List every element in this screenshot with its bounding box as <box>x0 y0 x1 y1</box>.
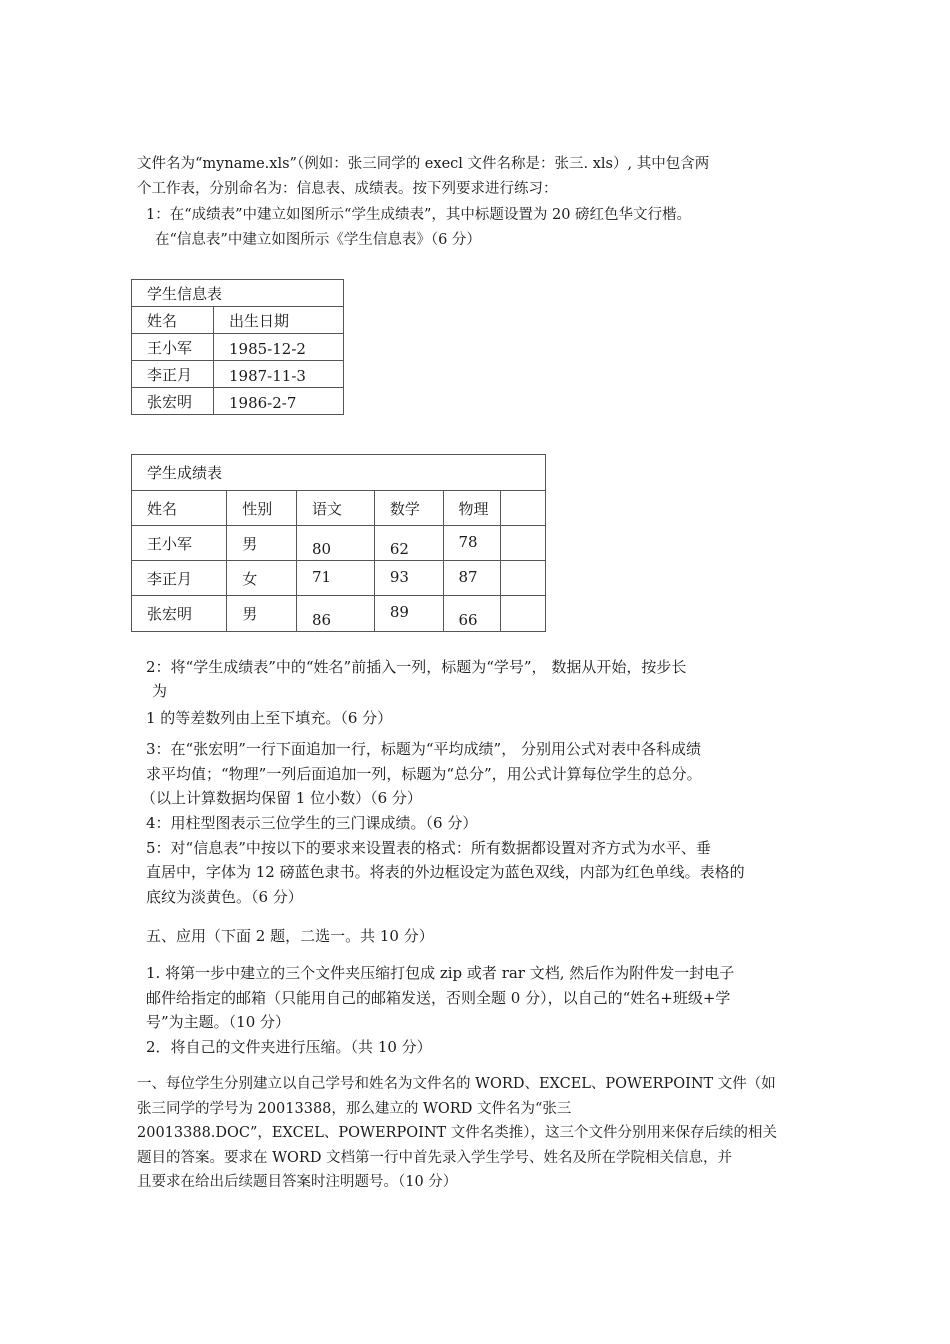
section-5-q2-line: 2．将自己的文件夹进行压缩。（共 10 分） <box>146 1038 432 1056</box>
score-header: 语文 <box>296 491 374 526</box>
score-cell: 张宏明 <box>132 596 227 632</box>
info-header-name: 姓名 <box>132 307 214 334</box>
score-header: 性别 <box>227 491 297 526</box>
score-cell: 李正月 <box>132 561 227 596</box>
score-cell: 王小军 <box>132 526 227 561</box>
task-5-line-3: 底纹为淡黄色。（6 分） <box>146 888 303 906</box>
score-cell: 87 <box>443 561 500 596</box>
score-header: 数学 <box>374 491 443 526</box>
task-3-line-2: 求平均值；“物理”一列后面追加一列，标题为“总分”，用公式计算每位学生的总分。 <box>146 765 702 783</box>
section-5-q1-line-1: 1. 将第一步中建立的三个文件夹压缩打包成 zip 或者 rar 文档, 然后作为附件发一封电子 <box>146 964 735 982</box>
score-cell <box>500 561 545 596</box>
score-cell <box>500 526 545 561</box>
score-cell: 86 <box>296 596 374 632</box>
info-cell: 1987-11-3 <box>214 361 344 388</box>
section-1-line-3: 20013388.DOC”，EXCEL、POWERPOINT 文件名类推），这三个文件分别用来保存后续的相关 <box>137 1125 778 1141</box>
score-cell: 78 <box>443 526 500 561</box>
task-2-line-2: 为 <box>152 682 168 700</box>
score-header <box>500 491 545 526</box>
score-cell: 80 <box>296 526 374 561</box>
info-cell: 王小军 <box>132 334 214 361</box>
task-2-line-1: 2：将“学生成绩表”中的“姓名”前插入一列，标题为“学号”， 数据从开始，按步长 <box>146 658 687 676</box>
task-5-line-2: 直居中，字体为 12 磅蓝色隶书。将表的外边框设定为蓝色双线，内部为红色单线。表格的 <box>146 863 745 881</box>
score-cell: 89 <box>374 596 443 632</box>
info-cell: 1985-12-2 <box>214 334 344 361</box>
section-1-line-2: 张三同学的学号为 20013388，那么建立的 WORD 文件名为“张三 <box>137 1101 572 1117</box>
score-cell: 男 <box>227 526 297 561</box>
score-cell: 62 <box>374 526 443 561</box>
score-cell: 93 <box>374 561 443 596</box>
task-3-line-3: （以上计算数据均保留 1 位小数）（6 分） <box>141 789 422 807</box>
score-cell: 男 <box>227 596 297 632</box>
score-header: 姓名 <box>132 491 227 526</box>
intro-line-1: 文件名为“myname.xls”（例如：张三同学的 execl 文件名称是：张三. xls）, 其中包含两 <box>137 156 710 172</box>
info-header-birth: 出生日期 <box>214 307 344 334</box>
info-cell: 李正月 <box>132 361 214 388</box>
score-cell: 71 <box>296 561 374 596</box>
section-1-line-1: 一、每位学生分别建立以自己学号和姓名为文件名的 WORD、EXCEL、POWERPOINT 文件（如 <box>137 1076 776 1092</box>
section-5-heading: 五、应用（下面 2 题，二选一。共 10 分） <box>146 927 434 945</box>
task-3-line-1: 3：在“张宏明”一行下面追加一行，标题为“平均成绩”， 分别用公式对表中各科成绩 <box>146 740 701 758</box>
intro-line-2: 个工作表，分别命名为：信息表、成绩表。按下列要求进行练习： <box>137 181 558 197</box>
task-1-line-2: 在“信息表”中建立如图所示《学生信息表》（6 分） <box>155 232 481 248</box>
score-header: 物理 <box>443 491 500 526</box>
section-5-q1-line-2: 邮件给指定的邮箱（只能用自己的邮箱发送，否则全题 0 分），以自己的“姓名+班级+学 <box>146 989 731 1007</box>
section-1-line-4: 题目的答案。要求在 WORD 文档第一行中首先录入学生学号、姓名及所在学院相关信息，并 <box>137 1150 733 1166</box>
info-table-title: 学生信息表 <box>132 280 344 307</box>
student-score-table <box>131 454 546 632</box>
score-cell: 66 <box>443 596 500 632</box>
section-1-line-5: 且要求在给出后续题目答案时注明题号。（10 分） <box>137 1174 458 1190</box>
info-cell: 张宏明 <box>132 388 214 415</box>
info-cell: 1986-2-7 <box>214 388 344 415</box>
task-2-line-3: 1 的等差数列由上至下填充。（6 分） <box>146 709 393 727</box>
task-1-line-1: 1：在“成绩表”中建立如图所示“学生成绩表”，其中标题设置为 20 磅红色华文行楷。 <box>146 207 692 223</box>
score-table-title: 学生成绩表 <box>132 455 546 491</box>
task-4-line: 4：用柱型图表示三位学生的三门课成绩。（6 分） <box>146 814 478 832</box>
task-5-line-1: 5：对“信息表”中按以下的要求来设置表的格式：所有数据都设置对齐方式为水平、垂 <box>146 839 711 857</box>
score-cell <box>500 596 545 632</box>
student-info-table <box>131 279 344 415</box>
score-cell: 女 <box>227 561 297 596</box>
section-5-q1-line-3: 号”为主题。（10 分） <box>146 1013 291 1031</box>
